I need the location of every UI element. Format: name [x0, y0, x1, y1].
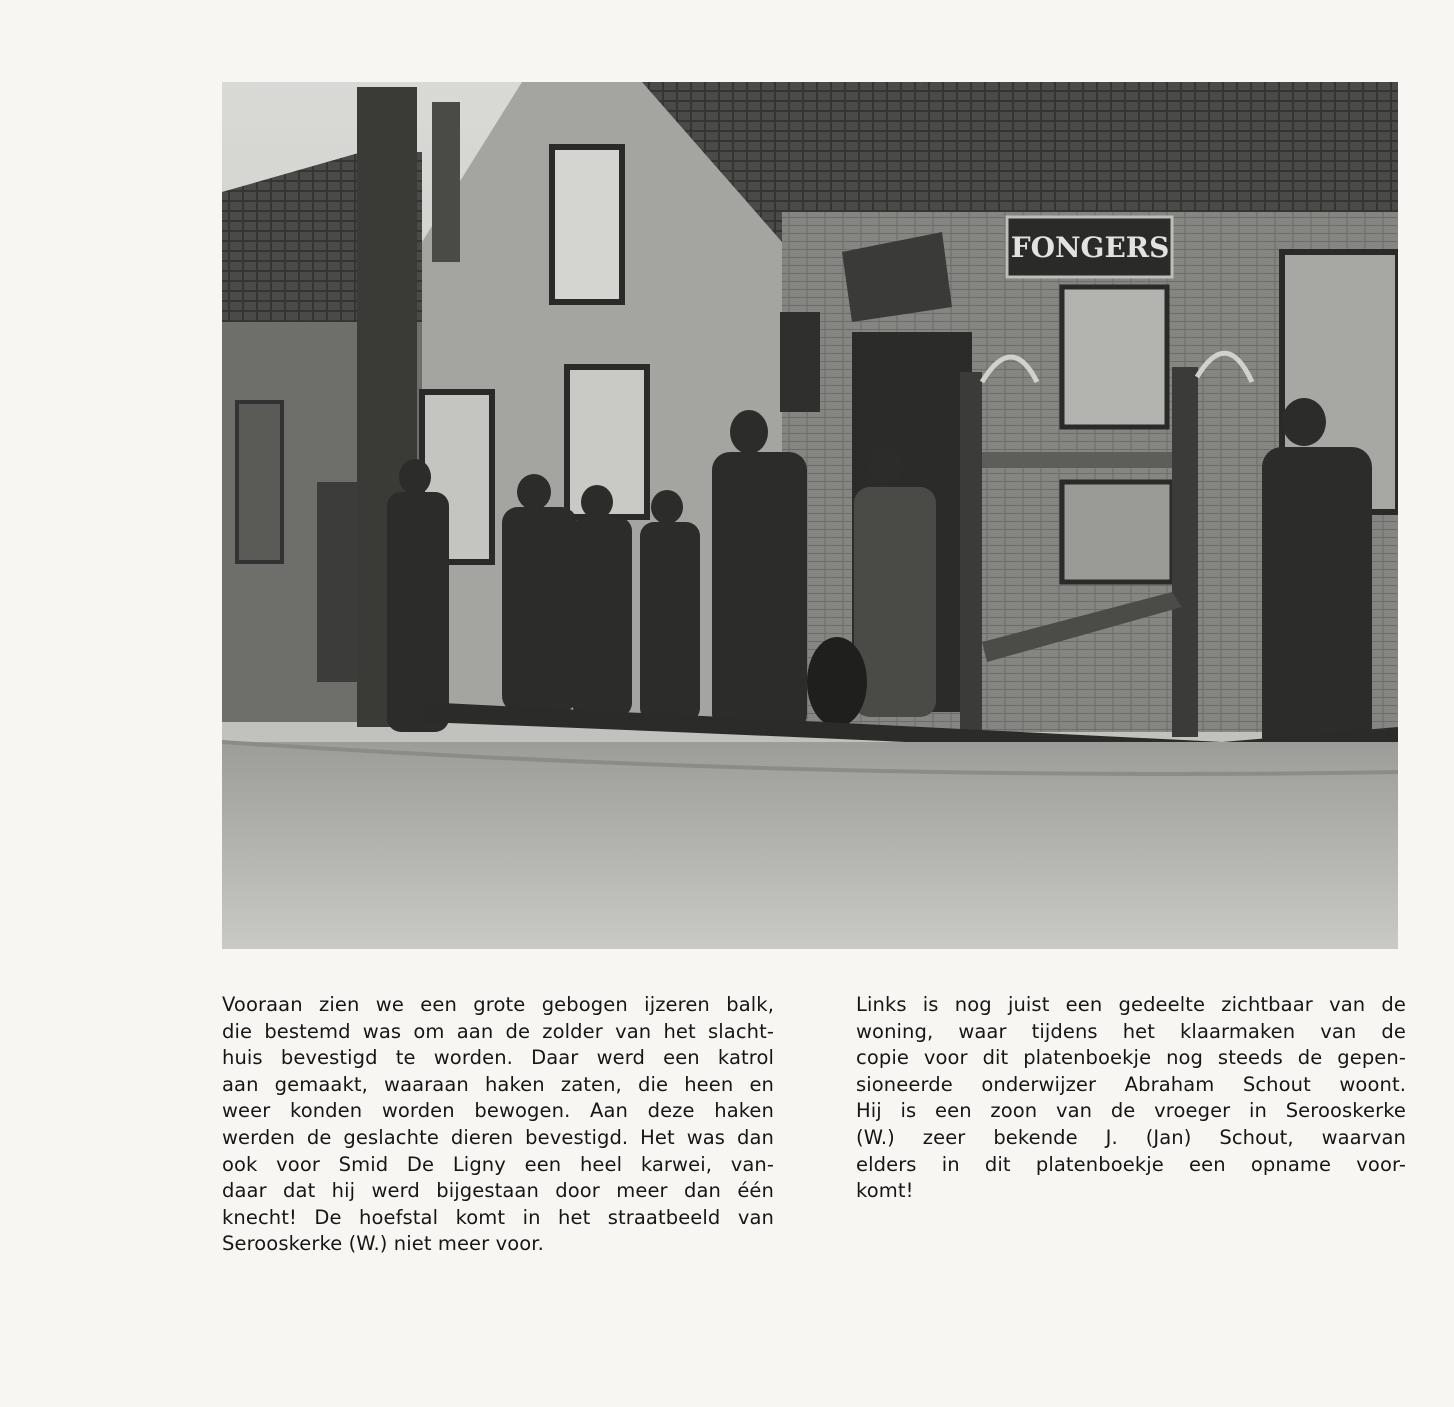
caption-right-text: [856, 992, 1406, 1205]
caption-line: weer konden worden bewogen. Aan deze haken: [222, 1099, 774, 1123]
caption-right: [856, 992, 1406, 1205]
caption-line: (W.) zeer bekende J. (Jan) Schout, waarvan: [856, 1125, 1406, 1149]
caption-left: [222, 992, 774, 1258]
fongers-sign: FONGERS: [1010, 231, 1170, 264]
caption-line: Serooskerke (W.) niet meer voor.: [222, 1232, 544, 1256]
caption-line: komt!: [856, 1179, 914, 1203]
caption-line: copie voor dit platenboekje nog steeds de gepen-: [856, 1046, 1406, 1070]
caption-line: die bestemd was om aan de zolder van het slacht-: [222, 1019, 774, 1043]
caption-line: Hij is een zoon van de vroeger in Serooskerke: [856, 1099, 1406, 1123]
caption-line: sioneerde onderwijzer Abraham Schout woont.: [856, 1072, 1406, 1096]
historic-street-photo: [222, 82, 1398, 949]
caption-line: huis bevestigd te worden. Daar werd een katrol: [222, 1046, 774, 1070]
caption-line: werden de geslachte dieren bevestigd. Het was dan: [222, 1125, 774, 1149]
caption-left-text: [222, 992, 774, 1258]
caption-line: knecht! De hoefstal komt in het straatbeeld van: [222, 1205, 774, 1229]
caption-line: woning, waar tijdens het klaarmaken van de: [856, 1019, 1406, 1043]
caption-line: ook voor Smid De Ligny een heel karwei, van-: [222, 1152, 774, 1176]
caption-line: Links is nog juist een gedeelte zichtbaar van de: [856, 993, 1406, 1016]
caption-line: elders in dit platenboekje een opname voor-: [856, 1152, 1406, 1176]
photo-illustration: [222, 82, 1398, 949]
caption-line: aan gemaakt, waaraan haken zaten, die heen en: [222, 1072, 774, 1096]
caption-line: Vooraan zien we een grote gebogen ijzeren balk,: [222, 993, 774, 1016]
caption-line: daar dat hij werd bijgestaan door meer dan één: [222, 1179, 774, 1203]
